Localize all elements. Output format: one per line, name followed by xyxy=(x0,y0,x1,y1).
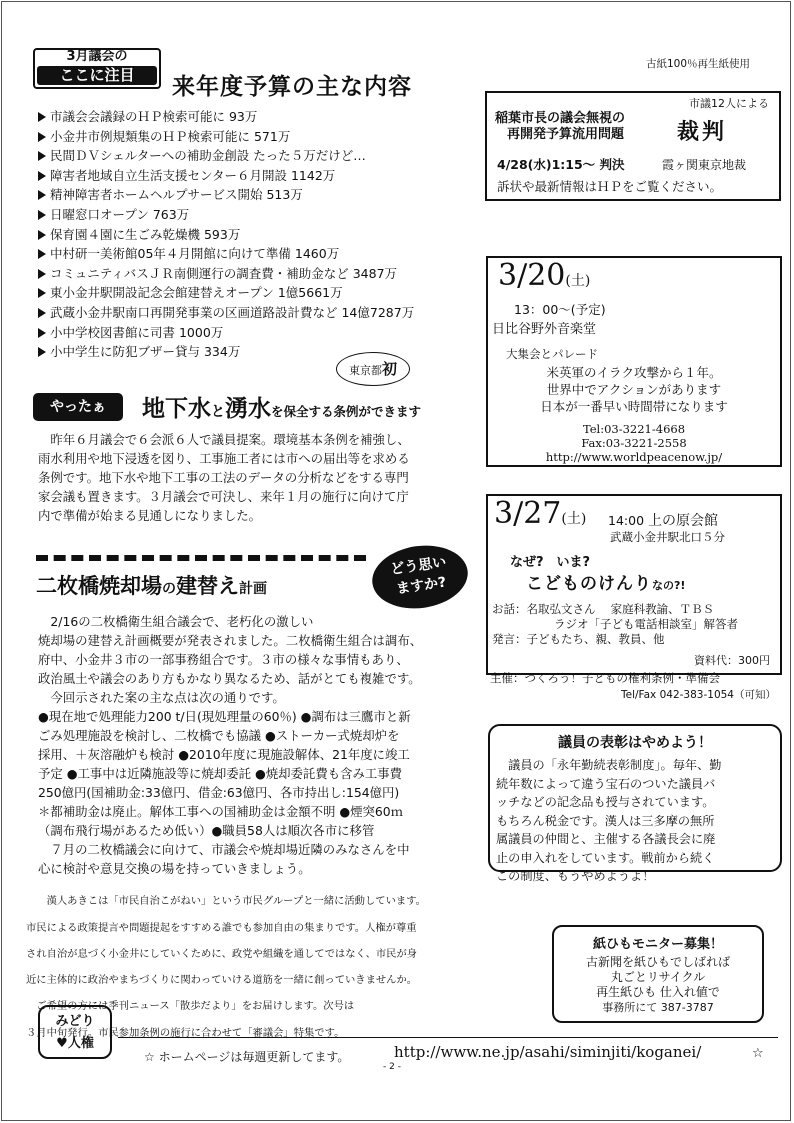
event2-title-suffix: なの?! xyxy=(652,579,686,592)
page-number: - 2 - xyxy=(383,1062,401,1072)
event2-speaker: お話：名取弘文さん 家庭科教諭、ＴＢＳ xyxy=(492,602,715,616)
logo-line-2: ♥人権 xyxy=(56,1036,94,1051)
event2-title-main: こどものけんり xyxy=(526,574,652,594)
event2-contact: Tel/Fax 042-383-1054（可知） xyxy=(621,689,776,701)
tokyo-first-badge xyxy=(336,352,410,386)
event-0327-box xyxy=(486,494,782,675)
event2-fee: 資料代：300円 xyxy=(694,654,770,667)
footer-line: 漢人あきこは「市民自治こがねい」という市民グループと一緒に活動しています。 xyxy=(26,895,426,908)
event-0320-box xyxy=(486,256,782,467)
badge-first: 初 xyxy=(381,360,397,378)
incinerator-text xyxy=(38,612,478,878)
incinerator-line: 予定 ●工事中は近隣施設等に焼却委託 ●焼却委託費も含み工事費 xyxy=(38,766,403,781)
award-line: 議員の「永年勤続表彰制度」。毎年、勤 xyxy=(496,758,722,772)
bullet-triangle-icon xyxy=(38,230,46,240)
groundwater-text xyxy=(38,430,478,525)
budget-item xyxy=(38,127,414,147)
incinerator-line: 心に検討や意見交換の場を持っていきましょう。 xyxy=(38,861,311,876)
monitor-line-2: 丸ごとリサイクル xyxy=(610,970,706,984)
title-no: の xyxy=(162,581,176,597)
midori-jinken-logo xyxy=(38,1005,112,1059)
budget-item xyxy=(38,146,414,166)
event2-weekday: 土 xyxy=(566,511,581,527)
event-message-1: 米英軍のイラク攻撃から１年。 xyxy=(546,365,722,380)
incinerator-line: ７月の二枚橋議会に向けて、市議会や焼却場近隣のみなさんを中 xyxy=(38,842,410,857)
budget-item-text: 小金井市例規類集のＨＰ検索可能に 571万 xyxy=(50,128,291,144)
recycled-paper-note: 古紙100％再生紙使用 xyxy=(646,58,751,70)
event2-title xyxy=(526,569,685,594)
event-message-2: 世界中でアクションがあります xyxy=(546,382,722,397)
budget-item xyxy=(38,205,414,225)
event-url-link[interactable]: http://www.worldpeacenow.jp/ xyxy=(545,450,723,464)
monitor-line-1: 古新聞を紙ひもでしばれば xyxy=(585,955,730,969)
incinerator-line: 政治風土や議会のあり方もかなり異なるため、話がとても複雑です。 xyxy=(38,671,421,686)
monitor-title: 紙ひもモニター募集！ xyxy=(592,937,723,952)
bullet-triangle-icon xyxy=(38,132,46,142)
event-tel: Tel:03-3221-4668 xyxy=(582,422,686,436)
bullet-triangle-icon xyxy=(38,112,46,122)
tag-line-1: 3月議会の xyxy=(66,49,128,64)
lawsuit-place: 霞ヶ関東京地裁 xyxy=(662,158,747,172)
incinerator-line: 焼却場の建替え計画概要が発表されました。二枚橋衛生組合は調布、 xyxy=(38,633,423,648)
bullet-triangle-icon xyxy=(38,288,46,298)
event-desc: 大集会とパレード xyxy=(506,347,598,361)
incinerator-line: （調布飛行場があるため低い）●職員58人は順次各市に移管 xyxy=(38,823,375,838)
budget-item-text: 中村研一美術館05年４月開館に向けて準備 1460万 xyxy=(50,246,340,262)
title-and: と xyxy=(211,404,225,420)
lawsuit-header: 市議12人による xyxy=(689,97,769,110)
lawsuit-title-2: 再開発予算流用問題 xyxy=(507,127,625,142)
groundwater-line: 内で準備が始まる見通しになりました。 xyxy=(38,508,262,523)
event2-speaker-role: ラジオ「子ども電話相談室」解答者 xyxy=(554,617,738,631)
groundwater-title xyxy=(142,390,421,423)
incinerator-line: ごみ処理施設を検討し、二枚橋でも協議 ●ストーカー式焼却炉を xyxy=(38,728,400,743)
bullet-triangle-icon xyxy=(38,308,46,318)
title-rebuild: 建替え xyxy=(176,574,239,598)
award-title: 議員の表彰はやめよう！ xyxy=(558,735,712,751)
title-spring: 湧水 xyxy=(225,396,271,422)
bullet-triangle-icon xyxy=(38,171,46,181)
bubble-line-2: ますか? xyxy=(395,574,448,598)
budget-item xyxy=(38,166,414,186)
event-message-3: 日本が一番早い時間帯になります xyxy=(540,399,728,414)
footer-line: 市民による政策提言や問題提起をすすめる誰でも参加自由の集まりです。人権が尊重 xyxy=(26,921,417,934)
event2-venue: 上の原会館 xyxy=(648,513,719,529)
budget-item-text: 小中学校図書館に司書 1000万 xyxy=(50,324,224,340)
title-plan: 計画 xyxy=(239,581,267,597)
incinerator-line: 府中、小金井３市の一部事務組合です。３市の様々な事情もあり、 xyxy=(38,652,409,667)
groundwater-line: 昨年６月議会で６会派６人で議員提案。環境基本条例を補強し、 xyxy=(38,432,410,447)
monitor-line-4: 事務所にて 387-3787 xyxy=(602,1001,714,1014)
incinerator-line: ＊都補助金は廃止。解体工事への国補助金は金額不明 ●煙突60ｍ xyxy=(38,804,404,819)
bubble-line-1: どう思い xyxy=(389,554,448,578)
homepage-url-link[interactable]: http://www.ne.jp/asahi/siminjiti/koganei/ xyxy=(394,1043,702,1061)
event-venue: 日比谷野外音楽堂 xyxy=(492,322,597,337)
budget-item-text: 障害者地域自立生活支援センター６月開設 1142万 xyxy=(50,167,336,183)
bullet-triangle-icon xyxy=(38,151,46,161)
award-line: 続年数によって違う宝石のついた議員バ xyxy=(496,776,716,791)
budget-item xyxy=(38,283,414,303)
event-date: 3/20(土) xyxy=(498,258,591,293)
budget-item xyxy=(38,303,414,323)
groundwater-line: 雨水利用や地下浸透を図り、工事施工者には市への届出等を求める xyxy=(38,451,410,466)
footer-line: ３月中旬発行。市民参加条例の施行に合わせて「審議会」特集です。 xyxy=(26,1026,345,1039)
budget-item-text: 精神障害者ホームヘルプサービス開始 513万 xyxy=(50,187,303,203)
tag-line-2: ここに注目 xyxy=(37,66,157,85)
event2-details xyxy=(492,602,738,647)
event2-access: 武蔵小金井駅北口５分 xyxy=(610,530,725,544)
lawsuit-verdict: 裁判 xyxy=(677,120,728,145)
budget-item xyxy=(38,244,414,264)
award-line: この制度、もうやめようよ！ xyxy=(496,869,655,883)
budget-section-tag xyxy=(33,48,161,89)
event-message xyxy=(488,364,780,415)
budget-item xyxy=(38,264,414,284)
title-groundwater: 地下水 xyxy=(142,396,211,422)
budget-item xyxy=(38,107,414,127)
budget-item-text: 保育園４園に生ごみ乾燥機 593万 xyxy=(50,226,241,242)
incinerator-line: 250億円(国補助金:33億円、借金:63億円、各市持出し:154億円) xyxy=(38,785,400,800)
budget-item xyxy=(38,323,414,343)
bullet-triangle-icon xyxy=(38,269,46,279)
incinerator-line: 採用、＋灰溶融炉も検討 ●2010年度に現施設解体、21年度に竣工 xyxy=(38,747,410,762)
footer-line: 近に主体的に政治やまちづくりに関わっていける道筋を一緒に創っていきませんか。 xyxy=(26,974,418,987)
lawsuit-note: 訴状や最新情報はＨＰをご覧ください。 xyxy=(497,179,723,194)
lawsuit-title-1: 稲葉市長の議会無視の xyxy=(495,111,626,126)
award-text xyxy=(496,756,721,886)
award-line: もちろん税金です。漢人は三多摩の無所 xyxy=(496,813,715,828)
badge-text: 東京都 xyxy=(348,364,382,377)
bottom-text: ☆ ホームページは毎週更新してます。 xyxy=(144,1050,350,1064)
event-contact xyxy=(488,422,780,464)
award-line: 止の申入れをしています。戦前から続く xyxy=(496,850,715,865)
title-incinerator: 二枚橋焼却場 xyxy=(36,574,162,598)
lawsuit-date: 4/28(水)1:15～ 判決 xyxy=(497,157,625,172)
groundwater-line: 条例です。地下水や地下工事の工法のデータの分析などをする専門 xyxy=(38,470,409,485)
event2-speakers: 発言：子どもたち、親、教員、他 xyxy=(492,632,665,646)
incinerator-title xyxy=(36,570,267,600)
event2-time: 14:00 xyxy=(608,513,645,528)
groundwater-tag: やったぁ xyxy=(33,393,123,421)
bullet-triangle-icon xyxy=(38,347,46,357)
bottom-star: ☆ xyxy=(752,1046,764,1061)
groundwater-line: 家会議も置きます。３月議会で可決し、来年１月の施行に向けて庁 xyxy=(38,489,409,504)
budget-item xyxy=(38,225,414,245)
budget-item-text: 日曜窓口オープン 763万 xyxy=(50,206,190,222)
event-fax: Fax:03-3221-2558 xyxy=(581,436,687,450)
monitor-line-3: 再生紙ひも 仕入れ値で xyxy=(596,985,720,999)
monitor-box xyxy=(552,925,764,1023)
incinerator-line: 2/16の二枚橋衛生組合議会で、老朽化の激しい xyxy=(38,614,314,629)
budget-list xyxy=(38,107,414,362)
bottom-rule xyxy=(118,1037,778,1038)
bullet-triangle-icon xyxy=(38,249,46,259)
budget-item-text: 民間ＤＶシェルターへの補助金創設 たった５万だけど… xyxy=(50,148,366,164)
incinerator-line: 今回示された案の主な点は次の通りです。 xyxy=(38,690,285,705)
incinerator-line: ●現在地で処理能力200 t/日(現処理量の60％) ●調布は三鷹市と新 xyxy=(38,709,411,724)
event2-question: なぜ? いま? xyxy=(510,555,591,570)
award-line: ッチなどの記念品も授与されています。 xyxy=(496,795,715,809)
event-weekday: 土 xyxy=(570,273,585,289)
footer-line: ご希望の方には季刊ニュース「散歩だより」をお届けします。次号は xyxy=(26,1000,355,1013)
budget-title: 来年度予算の主な内容 xyxy=(172,74,412,100)
event-date-value: 3/20 xyxy=(498,258,566,293)
event2-time-venue xyxy=(608,510,718,530)
bullet-triangle-icon xyxy=(38,210,46,220)
lawsuit-box xyxy=(485,91,781,201)
budget-item-text: 東小金井駅開設記念会館建替えオープン 1億5661万 xyxy=(50,285,343,301)
event2-host: 主催：つくろう！子どもの権利条例・準備会 xyxy=(490,671,720,685)
budget-item-text: 武蔵小金井駅南口再開発事業の区画道路設計費など 14億7287万 xyxy=(50,304,415,320)
event2-date-value: 3/27 xyxy=(494,496,562,531)
budget-item-text: コミュニティバスＪＲ南側運行の調査費・補助金など 3487万 xyxy=(50,265,398,281)
bullet-triangle-icon xyxy=(38,328,46,338)
budget-item xyxy=(38,185,414,205)
award-line: 属議員の仲間と、主催する各議長会に廃 xyxy=(496,832,716,846)
budget-item-text: 小中学生に防犯ブザー貸与 334万 xyxy=(50,344,241,360)
title-rest: を保全する条例ができます xyxy=(271,404,422,419)
bullet-triangle-icon xyxy=(38,190,46,200)
budget-item-text: 市議会会議録のＨＰ検索可能に 93万 xyxy=(50,109,258,124)
logo-line-1: みどり xyxy=(55,1014,95,1029)
footer-line: され自治が息づく小金井にしていくために、政党や組織を通してではなく、市民が身 xyxy=(26,947,418,960)
event2-date: 3/27(土) xyxy=(494,496,587,531)
event-time: 13：00～(予定) xyxy=(514,302,606,317)
section-divider xyxy=(36,555,366,561)
award-box xyxy=(488,724,782,883)
